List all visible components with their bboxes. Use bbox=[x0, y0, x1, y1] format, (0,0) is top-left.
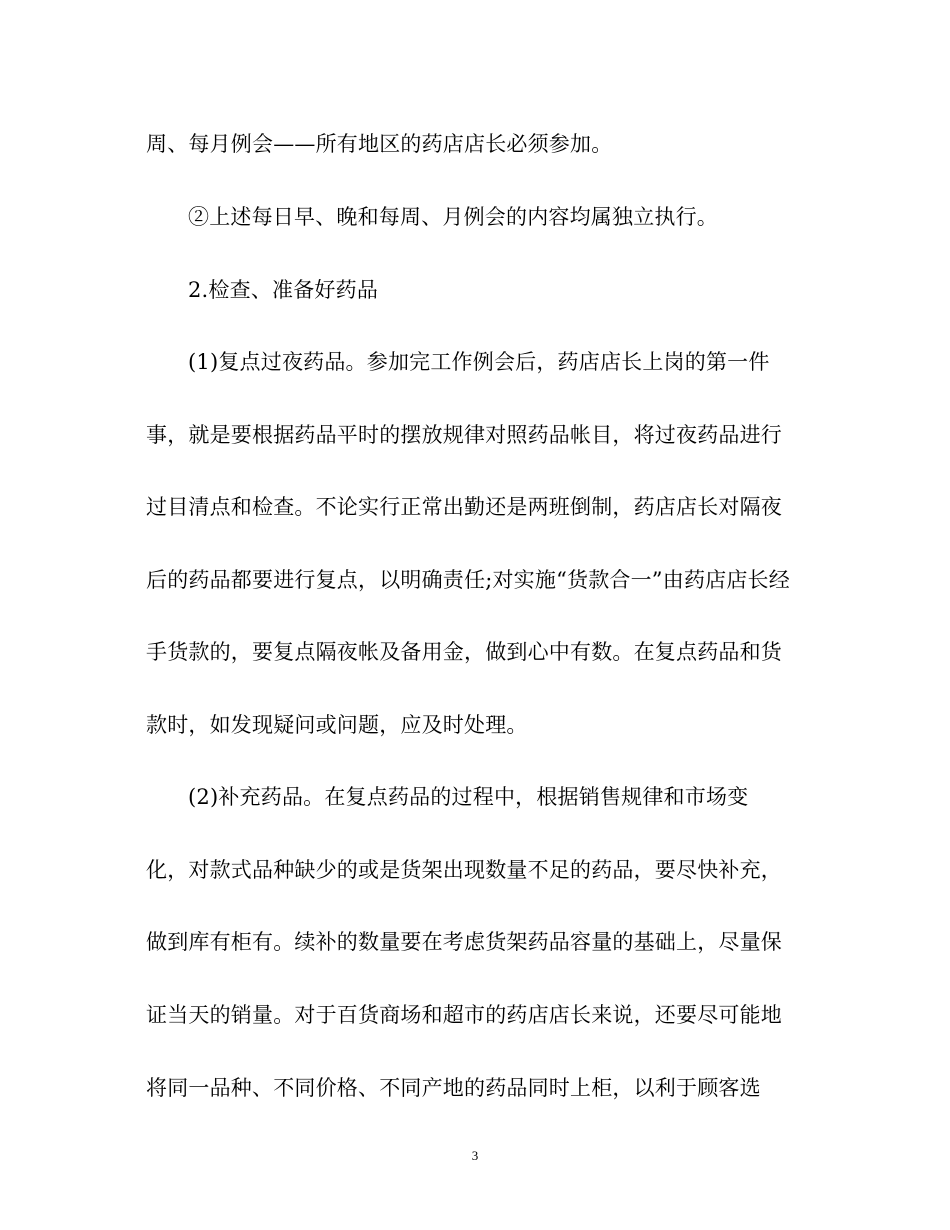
text-line: 周、每月例会——所有地区的药店店长必须参加。 bbox=[146, 132, 613, 156]
text-line: (2)补充药品。在复点药品的过程中，根据销售规律和市场变 bbox=[188, 785, 749, 809]
text-line: 后的药品都要进行复点，以明确责任;对实施“货款合一”由药店店长经 bbox=[146, 568, 790, 592]
text-line: 手货款的，要复点隔夜帐及备用金，做到心中有数。在复点药品和货 bbox=[146, 640, 782, 664]
text-line: 证当天的销量。对于百货商场和超市的药店店长来说，还要尽可能地 bbox=[146, 1003, 782, 1027]
text-line: ②上述每日早、晚和每周、月例会的内容均属独立执行。 bbox=[188, 205, 718, 229]
text-line: 化，对款式品种缺少的或是货架出现数量不足的药品，要尽快补充， bbox=[146, 858, 782, 882]
text-line: 事，就是要根据药品平时的摆放规律对照药品帐目，将过夜药品进行 bbox=[146, 423, 782, 447]
text-line: 将同一品种、不同价格、不同产地的药品同时上柜，以利于顾客选 bbox=[146, 1076, 761, 1100]
section-heading: 2.检查、准备好药品 bbox=[188, 278, 379, 302]
text-line: 做到库有柜有。续补的数量要在考虑货架药品容量的基础上，尽量保 bbox=[146, 930, 782, 954]
page-number: 3 bbox=[471, 1148, 479, 1163]
text-line: (1)复点过夜药品。参加完工作例会后，药店店长上岗的第一件 bbox=[188, 350, 770, 374]
text-line: 款时，如发现疑问或问题，应及时处理。 bbox=[146, 713, 528, 737]
text-line: 过目清点和检查。不论实行正常出勤还是两班倒制，药店店长对隔夜 bbox=[146, 495, 782, 519]
